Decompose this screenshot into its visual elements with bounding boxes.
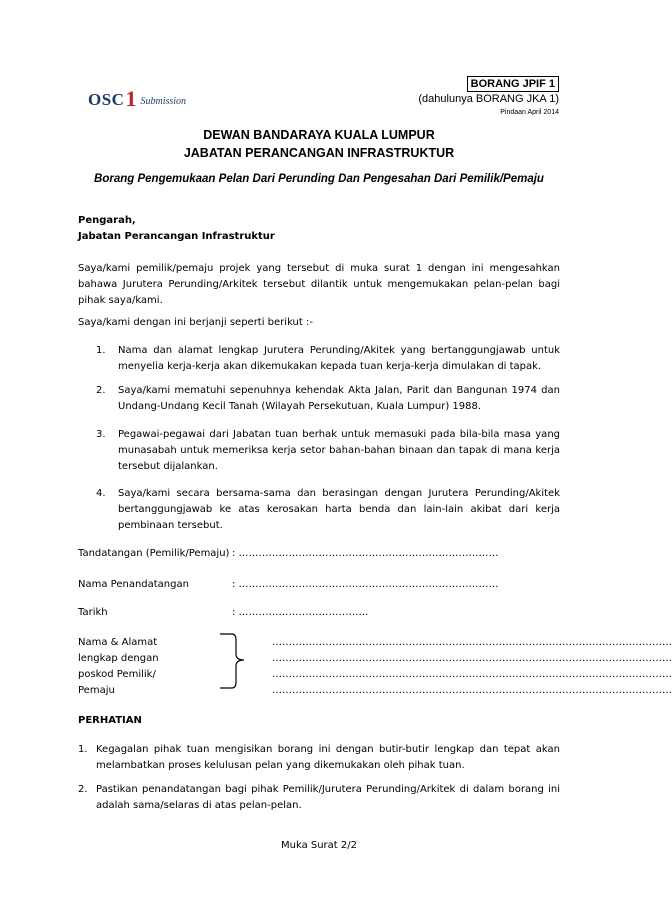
address-label-line: Pemaju [78,685,115,696]
signature-label: Tandatangan (Pemilik/Pemaju) [78,548,230,559]
address-line-field[interactable]: ………………………………………………………………………………………………………… [272,637,672,648]
osc1-submission-logo [88,88,186,110]
promise-item [96,383,560,415]
notice-heading: PERHATIAN [78,715,142,726]
notice-text: Kegagalan pihak tuan mengisikan borang ini dengan butir-butir lengkap dan tepat akan melambatkan proses kelulusan pelan yang dikemukakan oleh pihak tuan. [96,744,560,771]
signature-field[interactable]: : …………………………………………………………………… [232,548,499,559]
revision-date: Pindaan April 2014 [500,109,559,116]
promise-item [96,427,560,475]
promise-text: Nama dan alamat lengkap Jurutera Perunding/Akitek yang bertanggungjawab untuk menyelia kerja-kerja akan dikemukakan kepada tuan kerja-kerja dimulakan di tapak. [118,345,560,372]
logo-osc-text: OSC [88,90,125,109]
intro-paragraph: Saya/kami pemilik/pemaju projek yang tersebut di muka surat 1 dengan ini mengesahkan bahawa Jurutera Perunding/Arkitek tersebut dilantik untuk mengemukakan pelan-pelan bagi pihak saya/kami. [78,263,560,306]
notice-item [78,742,560,774]
promise-item [96,486,560,534]
address-brace [218,632,268,690]
promise-text: Pegawai-pegawai dari Jabatan tuan berhak untuk memasuki pada bila-bila masa yang munasabah untuk memeriksa kerja setor bahan-bahan binaan dan tapak di mana kerja tersebut dijalankan. [118,429,560,472]
address-label-line: poskod Pemilik/ [78,669,156,680]
council-title: DEWAN BANDARAYA KUALA LUMPUR [203,128,435,142]
promise-number: 2. [96,385,106,396]
page-number: Muka Surat 2/2 [280,840,357,851]
notice-text: Pastikan penandatangan bagi pihak Pemilik/Jurutera Perunding/Arkitek di dalam borang ini adalah sama/selaras di atas pelan-pelan. [96,784,560,811]
date-label: Tarikh [78,607,108,618]
address-line-field[interactable]: ………………………………………………………………………………………………………… [272,669,672,680]
signer-name-label: Nama Penandatangan [78,579,189,590]
notice-number: 2. [78,784,88,795]
promise-number: 3. [96,429,106,440]
promise-item [96,343,560,375]
form-code: BORANG JPIF 1 [467,76,559,92]
promise-number: 4. [96,488,106,499]
notice-number: 1. [78,744,88,755]
form-subtitle: Borang Pengemukaan Pelan Dari Perunding Dan Pengesahan Dari Pemilik/Pemaju [94,173,544,185]
address-line-field[interactable]: ………………………………………………………………………………………………………… [272,653,672,664]
address-line-field[interactable]: ………………………………………………………………………………………………………… [272,685,672,696]
notice-item [78,782,560,814]
promise-number: 1. [96,345,106,356]
address-label-line: lengkap dengan [78,653,159,664]
addressee-line1: Pengarah, [78,215,136,226]
logo-submission-text: Submission [140,96,187,107]
promise-intro: Saya/kami dengan ini berjanji seperti berikut :- [78,317,313,328]
previous-form-code: (dahulunya BORANG JKA 1) [418,93,559,105]
date-field[interactable]: : ………………………………… [232,607,369,618]
promise-text: Saya/kami secara bersama-sama dan berasingan dengan Jurutera Perunding/Akitek bertanggungjawab ke atas kerosakan harta benda dan lain-lain akibat dari kerja pembinaan tersebut. [118,488,560,531]
department-title: JABATAN PERANCANGAN INFRASTRUKTUR [183,146,455,160]
promise-text: Saya/kami mematuhi sepenuhnya kehendak Akta Jalan, Parit dan Bangunan 1974 dan Undang-Undang Kecil Tanah (Wilayah Persekutuan, Kuala Lumpur) 1988. [118,385,560,412]
signer-name-field[interactable]: : …………………………………………………………………… [232,579,499,590]
logo-one-text: 1 [125,86,137,111]
addressee-line2: Jabatan Perancangan Infrastruktur [78,231,275,242]
address-label-line: Nama & Alamat [78,637,158,648]
